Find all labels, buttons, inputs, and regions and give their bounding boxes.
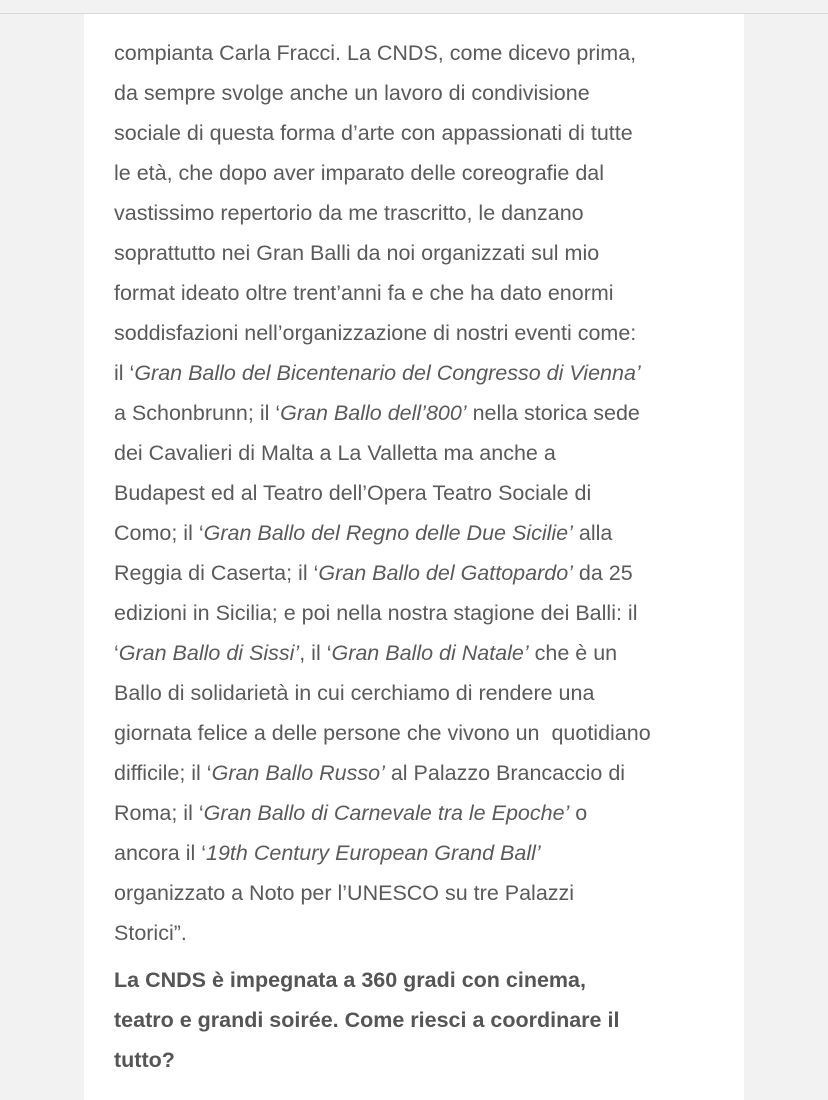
text-run: edizioni in Sicilia; e poi nella nostra stagione dei Balli: il	[114, 601, 638, 625]
paragraph-line	[114, 153, 724, 193]
paragraph-line	[114, 633, 724, 673]
text-run: Reggia di Caserta; il ‘	[114, 561, 319, 585]
paragraph-line	[114, 113, 724, 153]
event-title: Gran Ballo dell’800’	[280, 401, 467, 425]
event-title: Gran Ballo di Natale’	[331, 641, 529, 665]
text-run: o	[569, 801, 588, 825]
text-run: compianta Carla Fracci. La CNDS, come dicevo prima,	[114, 41, 637, 65]
event-title: Gran Ballo del Bicentenario del Congresso di Vienna’	[134, 361, 641, 385]
interview-question	[114, 960, 724, 1080]
paragraph-line	[114, 553, 724, 593]
text-run: Roma; il ‘	[114, 801, 204, 825]
paragraph-line	[114, 473, 724, 513]
paragraph-line	[114, 513, 724, 553]
text-run: format ideato oltre trent’anni fa e che ha dato enormi	[114, 281, 614, 305]
text-run: il ‘	[114, 361, 135, 385]
paragraph-line	[114, 713, 724, 753]
text-run: dei Cavalieri di Malta a La Valletta ma anche a	[114, 441, 556, 465]
text-run: organizzato a Noto per l’UNESCO su tre Palazzi	[114, 881, 575, 905]
question-line: tutto?	[114, 1048, 175, 1072]
paragraph-line	[114, 273, 724, 313]
text-run: da 25	[572, 561, 633, 585]
text-run: giornata felice a delle persone che vivono un quotidiano	[114, 721, 651, 745]
text-run: a Schonbrunn; il ‘	[114, 401, 281, 425]
text-run: vastissimo repertorio da me trascritto, le danzano	[114, 201, 584, 225]
paragraph-line	[114, 433, 724, 473]
text-run: Ballo di solidarietà in cui cerchiamo di rendere una	[114, 681, 595, 705]
event-title: Gran Ballo di Carnevale tra le Epoche’	[203, 801, 570, 825]
article-column	[84, 14, 744, 1100]
question-line: La CNDS è impegnata a 360 gradi con cinema,	[114, 968, 586, 992]
paragraph-line	[114, 673, 724, 713]
text-run: difficile; il ‘	[114, 761, 212, 785]
paragraph-line	[114, 873, 724, 913]
text-run: alla	[572, 521, 613, 545]
text-run: Como; il ‘	[114, 521, 204, 545]
paragraph-line	[114, 313, 724, 353]
paragraph-line	[114, 833, 724, 873]
text-run: ‘	[114, 641, 119, 665]
text-run: al Palazzo Brancaccio di	[384, 761, 626, 785]
paragraph-line	[114, 353, 724, 393]
text-run: sociale di questa forma d’arte con appassionati di tutte	[114, 121, 633, 145]
text-run: nella storica sede	[466, 401, 640, 425]
paragraph-line	[114, 793, 724, 833]
paragraph-line	[114, 73, 724, 113]
text-run: Storici”.	[114, 921, 187, 945]
text-run: le età, che dopo aver imparato delle coreografie dal	[114, 161, 605, 185]
event-title: 19th Century European Grand Ball’	[206, 841, 541, 865]
question-line: teatro e grandi soirée. Come riesci a coordinare il	[114, 1008, 620, 1032]
text-run: che è un	[528, 641, 618, 665]
paragraph-line	[114, 753, 724, 793]
event-title: Gran Ballo del Gattopardo’	[318, 561, 573, 585]
paragraph-line	[114, 593, 724, 633]
event-title: Gran Ballo Russo’	[211, 761, 385, 785]
text-run: Budapest ed al Teatro dell’Opera Teatro Sociale di	[114, 481, 592, 505]
text-run: ancora il ‘	[114, 841, 207, 865]
text-run: soddisfazioni nell’organizzazione di nostri eventi come:	[114, 321, 637, 345]
text-run: , il ‘	[299, 641, 332, 665]
paragraph-line	[114, 33, 724, 73]
paragraph-line	[114, 193, 724, 233]
text-run: da sempre svolge anche un lavoro di condivisione	[114, 81, 590, 105]
paragraph-line	[114, 233, 724, 273]
event-title: Gran Ballo di Sissi’	[118, 641, 300, 665]
article-paragraph	[114, 33, 724, 953]
paragraph-line	[114, 913, 724, 953]
paragraph-line	[114, 393, 724, 433]
event-title: Gran Ballo del Regno delle Due Sicilie’	[203, 521, 573, 545]
text-run: soprattutto nei Gran Balli da noi organizzati sul mio	[114, 241, 600, 265]
